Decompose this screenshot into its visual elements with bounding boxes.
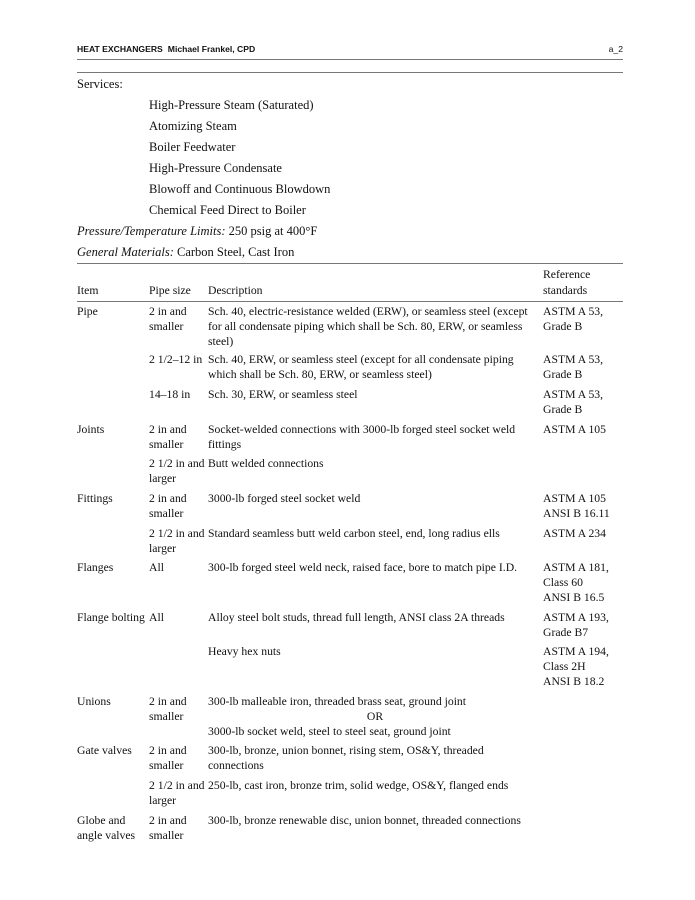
services-list — [149, 97, 330, 223]
cell-size: 14–18 in — [149, 388, 191, 401]
cell-size: 2 in and smaller — [149, 423, 187, 451]
cell-size: 2 in and smaller — [149, 814, 187, 842]
cell-description: Sch. 30, ERW, or seamless steel — [208, 388, 358, 401]
service-item: Chemical Feed Direct to Boiler — [149, 203, 306, 217]
cell-reference — [543, 644, 625, 689]
cell-description: Standard seamless butt weld carbon steel, end, long radius ells — [208, 527, 500, 540]
service-item: Atomizing Steam — [149, 119, 237, 133]
reference-line: ANSI B 18.2 — [543, 675, 605, 688]
cell-item: Gate valves — [77, 744, 132, 757]
cell-item: Globe and angle valves — [77, 814, 136, 842]
cell-size: 2 in and smaller — [149, 744, 187, 772]
cell-description: 300-lb, bronze renewable disc, union bonnet, threaded connections — [208, 814, 521, 827]
header-author: Michael Frankel, CPD — [167, 44, 256, 54]
header-reference: Reference — [543, 268, 591, 281]
running-header — [77, 44, 623, 58]
cell-description: Alloy steel bolt studs, thread full length, ANSI class 2A threads — [208, 611, 505, 624]
table-top-rule — [77, 263, 623, 264]
cell-description: Butt welded connections — [208, 457, 324, 470]
header-pipe-size: Pipe size — [149, 284, 191, 297]
materials-label: General Materials: — [77, 245, 174, 259]
service-item: High-Pressure Condensate — [149, 161, 282, 175]
cell-reference — [543, 560, 625, 605]
reference-line: ASTM A 181, Class 60 — [543, 561, 609, 589]
description-line: 3000-lb socket weld, steel to steel seat, ground joint — [208, 725, 451, 738]
cell-reference: ASTM A 105 — [543, 423, 606, 436]
cell-description: Sch. 40, ERW, or seamless steel (except for all condensate piping which shall be Sch. 80, ERW, or seamless steel) — [208, 353, 514, 381]
description-line: 300-lb malleable iron, threaded brass seat, ground joint — [208, 695, 467, 708]
cell-description: 250-lb, cast iron, bronze trim, solid wedge, OS&Y, flanged ends — [208, 779, 509, 792]
cell-description — [208, 694, 542, 739]
cell-size: 2 in and smaller — [149, 305, 187, 333]
cell-size: 2 1/2 in and larger — [149, 527, 205, 555]
reference-line: ASTM A 105 — [543, 492, 606, 505]
header-standards: standards — [543, 284, 588, 297]
cell-description: Socket-welded connections with 3000-lb forged steel socket weld fittings — [208, 423, 516, 451]
cell-item: Joints — [77, 423, 105, 436]
cell-size: All — [149, 611, 164, 624]
cell-reference: ASTM A 53, Grade B — [543, 305, 604, 333]
cell-size: 2 1/2 in and larger — [149, 457, 205, 485]
cell-size: 2 in and smaller — [149, 492, 187, 520]
service-item: Boiler Feedwater — [149, 140, 236, 154]
cell-item: Unions — [77, 695, 111, 708]
cell-item: Pipe — [77, 305, 98, 318]
cell-description: Sch. 40, electric-resistance welded (ERW), or seamless steel (except for all condensate piping which shall be Sch. 80, ERW, or seamless steel) — [208, 305, 528, 348]
cell-size: 2 1/2–12 in — [149, 353, 203, 366]
header-description: Description — [208, 284, 263, 297]
general-materials — [77, 245, 294, 260]
section-top-rule — [77, 72, 623, 73]
cell-description: Heavy hex nuts — [208, 645, 281, 658]
cell-description: 3000-lb forged steel socket weld — [208, 492, 361, 505]
cell-size: All — [149, 561, 164, 574]
header-title: HEAT EXCHANGERS — [77, 44, 163, 54]
page-label: a_2 — [608, 44, 623, 54]
materials-value: Carbon Steel, Cast Iron — [176, 245, 295, 259]
service-item: High-Pressure Steam (Saturated) — [149, 98, 314, 112]
limits-label: Pressure/Temperature Limits: — [77, 224, 226, 238]
cell-reference: ASTM A 53, Grade B — [543, 388, 604, 416]
header-rule-bottom — [77, 301, 623, 302]
cell-reference: ASTM A 53, Grade B — [543, 353, 604, 381]
pressure-temperature-limits — [77, 224, 317, 239]
cell-reference: ASTM A 193, Grade B7 — [543, 611, 609, 639]
cell-reference: ASTM A 234 — [543, 527, 606, 540]
reference-line: ANSI B 16.5 — [543, 591, 605, 604]
header-rule — [77, 59, 623, 60]
cell-size: 2 in and smaller — [149, 695, 187, 723]
reference-line: ANSI B 16.11 — [543, 507, 610, 520]
cell-item: Flange bolting — [77, 611, 145, 624]
reference-line: ASTM A 194, Class 2H — [543, 645, 609, 673]
cell-item: Flanges — [77, 561, 114, 574]
cell-reference — [543, 491, 625, 521]
cell-description: 300-lb forged steel weld neck, raised face, bore to match pipe I.D. — [208, 561, 518, 574]
cell-description: 300-lb, bronze, union bonnet, rising stem, OS&Y, threaded connections — [208, 744, 484, 772]
service-item: Blowoff and Continuous Blowdown — [149, 182, 331, 196]
header-left — [77, 44, 255, 54]
header-item: Item — [77, 284, 99, 297]
services-label: Services: — [77, 77, 123, 91]
cell-item: Fittings — [77, 492, 113, 505]
limits-value: 250 psig at 400°F — [228, 224, 318, 238]
cell-size: 2 1/2 in and larger — [149, 779, 205, 807]
description-or: OR — [366, 710, 384, 723]
